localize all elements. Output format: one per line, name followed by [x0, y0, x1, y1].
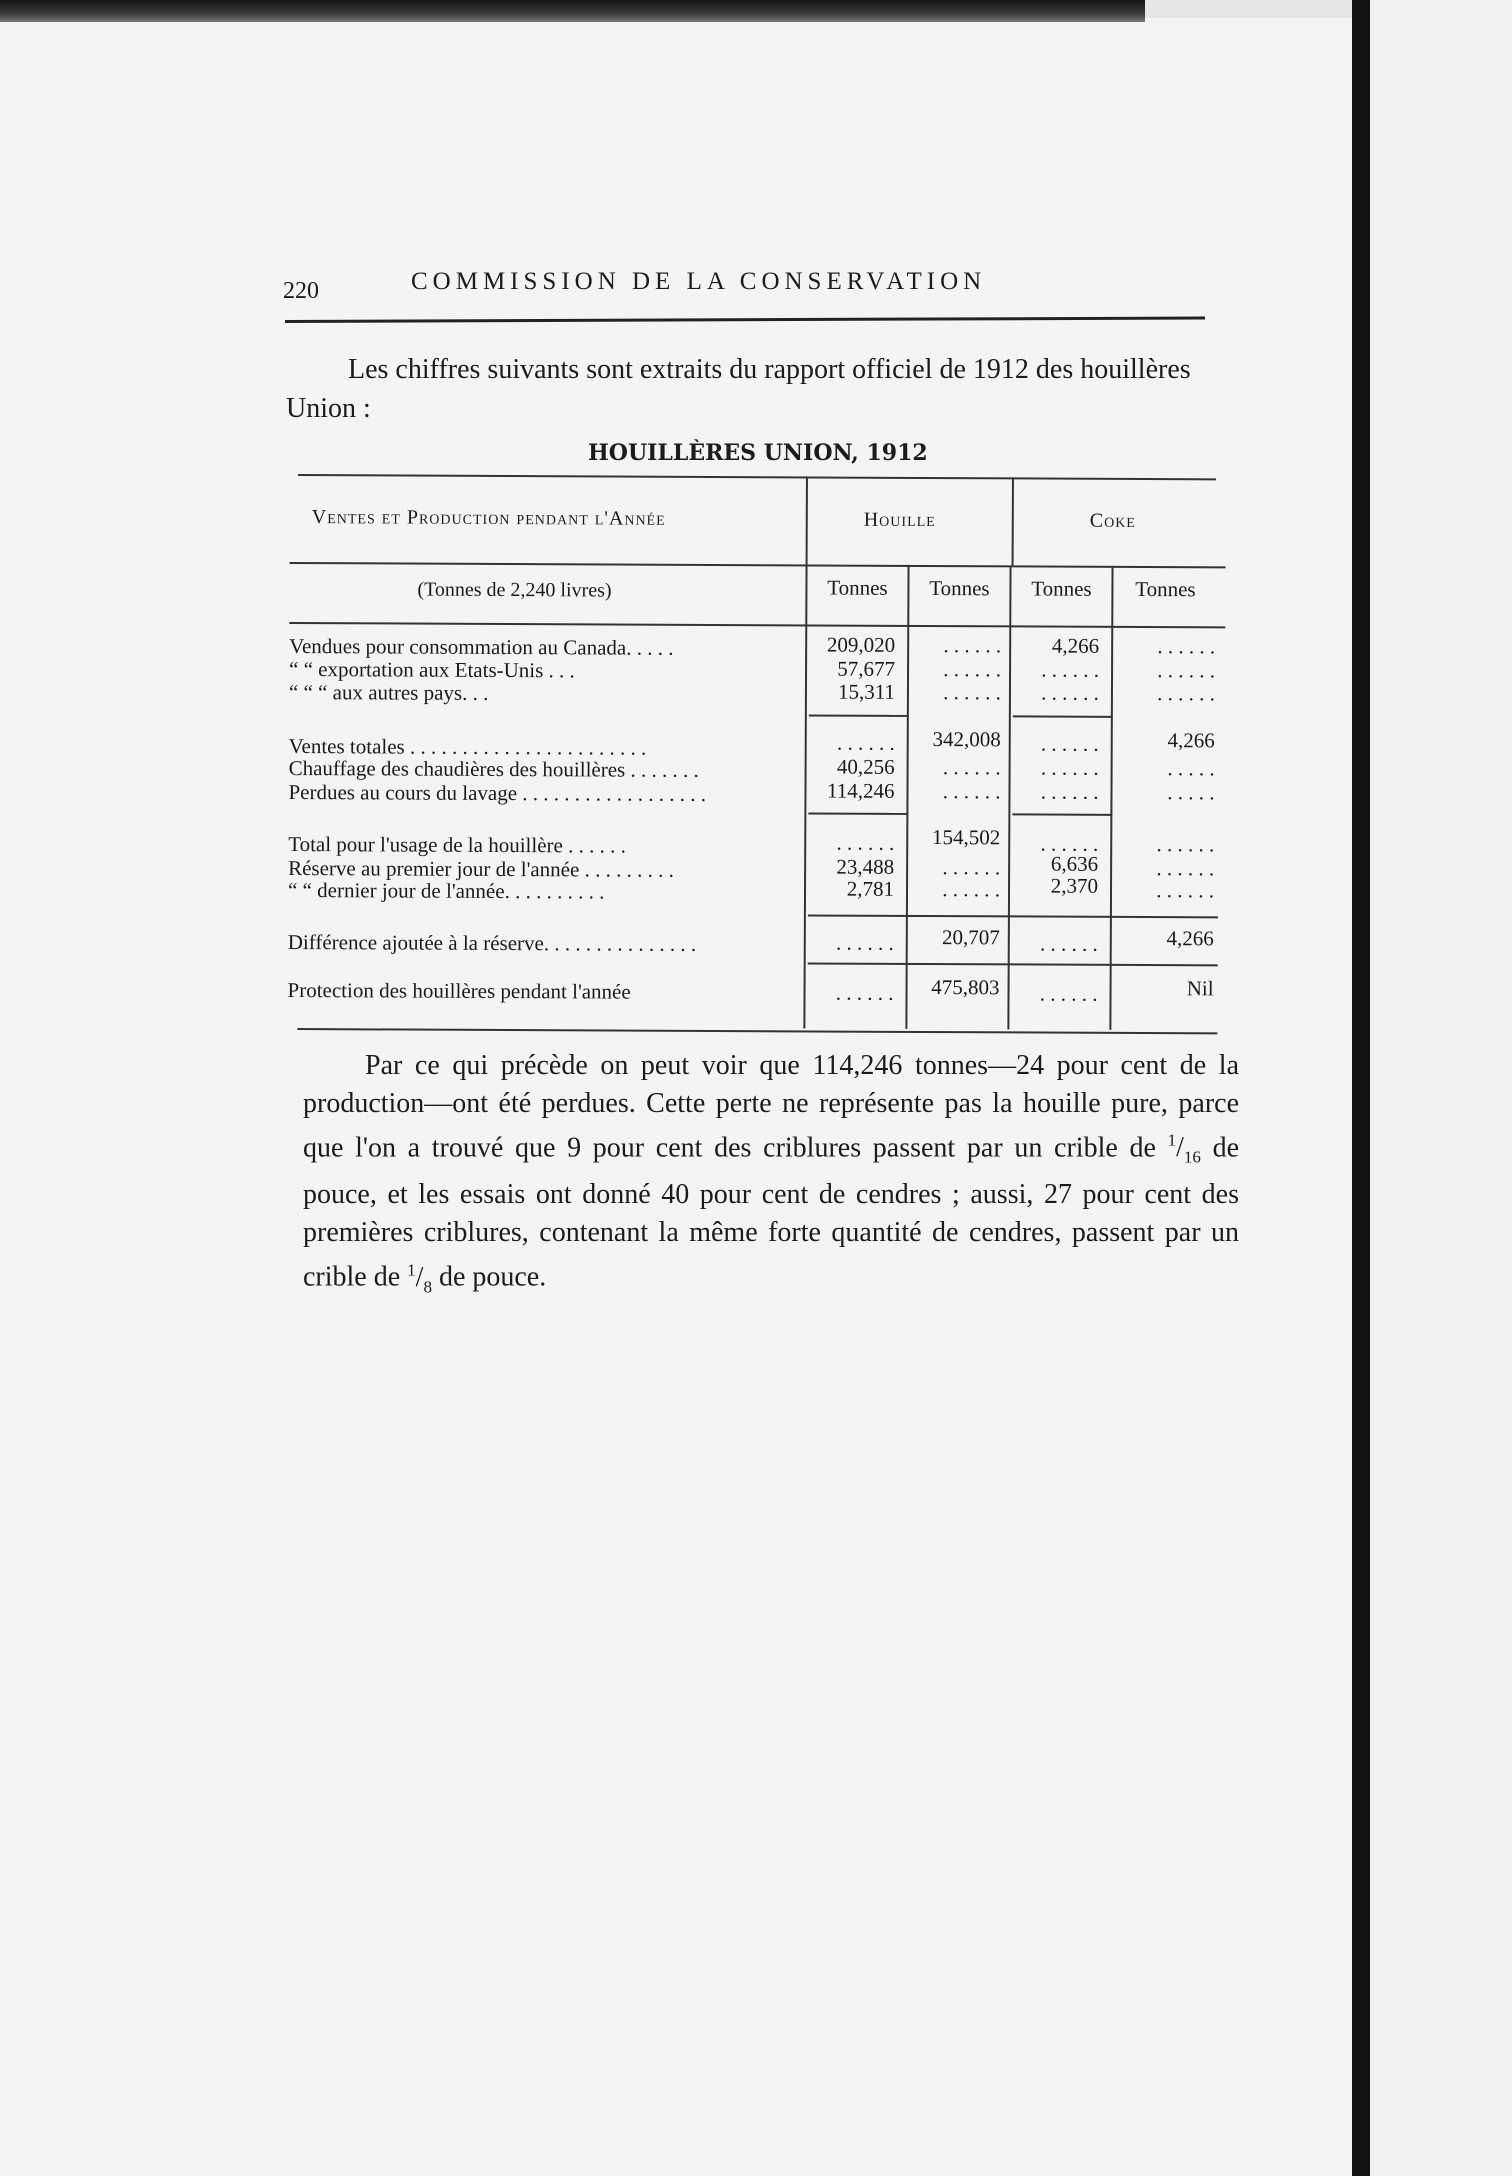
- table-vline-3: [803, 564, 807, 1028]
- cell: . . . . . .: [836, 830, 895, 855]
- cell: 23,488: [836, 854, 895, 879]
- cell: . . . . . .: [835, 930, 894, 955]
- cell: . . . . . .: [1039, 981, 1098, 1006]
- row-label: “ “ dernier jour de l'année. . . . . . . . . .: [287, 877, 605, 904]
- adjacent-page-edge: [1370, 0, 1512, 2176]
- table-vline-6: [1109, 566, 1113, 1030]
- group-header-coke: Coke: [1089, 509, 1136, 532]
- cell: 57,677: [837, 656, 896, 681]
- cell: . . . . . .: [942, 877, 1001, 902]
- table-vline-1: [806, 476, 808, 564]
- cell: . . . . .: [1167, 780, 1215, 805]
- table-vline-2: [1012, 477, 1014, 565]
- running-title: COMMISSION DE LA CONSERVATION: [411, 268, 987, 295]
- cell: Nil: [1186, 976, 1214, 1001]
- cell: 40,256: [836, 754, 895, 779]
- unit-header-2: Tonnes: [929, 576, 990, 601]
- table-rule-bottom: [297, 1028, 1217, 1034]
- cell: . . . . . .: [1041, 680, 1100, 705]
- cell: 2,781: [846, 876, 895, 901]
- cell: . . . . . .: [942, 779, 1001, 804]
- unit-header-1: Tonnes: [827, 575, 888, 600]
- cell: . . . . . .: [942, 855, 1001, 880]
- body-text-3: de pouce.: [431, 1261, 547, 1293]
- row-label: Ventes totales . . . . . . . . . . . . . . . . . . . . . . .: [288, 733, 647, 760]
- table-rule-header: [290, 562, 1226, 568]
- cell: . . . . . .: [1156, 878, 1215, 903]
- cell: 475,803: [931, 975, 1000, 1000]
- table-rule-sub4: [1012, 813, 1112, 815]
- cell: . . . . . .: [1041, 657, 1100, 682]
- group-header-houille: Houille: [863, 508, 936, 532]
- cell: 209,020: [826, 632, 896, 657]
- fraction-one-sixteenth: $^1/_{16}$: [1167, 1131, 1201, 1167]
- cell: . . . . . .: [1040, 731, 1099, 756]
- row-label: Chauffage des chaudières des houillères . . . . . . .: [288, 755, 699, 782]
- cell: 4,266: [1166, 926, 1214, 951]
- cell: 342,008: [932, 727, 1001, 752]
- page-header: [283, 260, 1203, 322]
- cell: . . . . . .: [1040, 779, 1099, 804]
- cell: . . . . . .: [835, 980, 894, 1005]
- cell: 154,502: [931, 825, 1001, 850]
- body-text-2: de pouce, et les essais ont donné 40 pour cent de cendres ; aussi, 27 pour cent des premières criblures, contenant la même forte quantité de cendres, passent par un crible de: [303, 1132, 1239, 1293]
- row-label: Total pour l'usage de la houillère . . . . . .: [288, 831, 626, 858]
- row-label: “ “ exportation aux Etats-Unis . . .: [289, 656, 575, 683]
- row-label: Vendues pour consommation au Canada. . . . .: [289, 633, 674, 660]
- fraction-numerator: 1: [1167, 1131, 1177, 1150]
- cell: . . . . . .: [1039, 931, 1098, 956]
- intro-text: Les chiffres suivants sont extraits du rapport officiel de 1912 des houillères Union :: [286, 354, 1191, 424]
- cell: . . . . . .: [942, 755, 1001, 780]
- unit-header-4: Tonnes: [1135, 576, 1196, 602]
- page-number: 220: [283, 278, 319, 304]
- header-rule: [285, 316, 1205, 323]
- fraction-denominator: 16: [1183, 1147, 1201, 1167]
- cell: . . . . . .: [1157, 634, 1216, 659]
- cell: . . . . . .: [1156, 856, 1215, 881]
- unit-header-3: Tonnes: [1031, 576, 1092, 601]
- row-header: Ventes et Production pendant l'Année: [311, 506, 666, 530]
- cell: 4,266: [1167, 728, 1215, 753]
- row-label: “ “ “ aux autres pays. . .: [288, 679, 489, 705]
- book-binding-gutter: [1352, 0, 1370, 2176]
- row-label: Différence ajoutée à la réserve. . . . . . . . . . . . . . .: [287, 929, 697, 956]
- cell: 20,707: [941, 925, 1000, 950]
- fraction-denominator: 8: [423, 1277, 432, 1297]
- cell: . . . . .: [1167, 756, 1215, 781]
- table-rule-sub2: [1013, 715, 1113, 717]
- cell: 114,246: [826, 778, 895, 803]
- table-rule-sub6: [808, 962, 1218, 966]
- cell: . . . . . .: [836, 730, 895, 755]
- table-rule-top: [298, 474, 1216, 480]
- scan-edge-top: [1145, 0, 1352, 18]
- table-rule-sub5: [808, 914, 1218, 918]
- table-vline-4: [905, 565, 909, 1029]
- fraction-numerator: 1: [407, 1260, 416, 1280]
- table-rule-sub1: [809, 714, 909, 716]
- unit-note: (Tonnes de 2,240 livres): [417, 578, 612, 602]
- cell: . . . . . .: [943, 633, 1002, 658]
- cell: 4,266: [1051, 633, 1100, 658]
- cell: . . . . . .: [943, 657, 1002, 682]
- intro-paragraph: [286, 350, 1226, 428]
- data-table: [287, 470, 1234, 1034]
- body-text-1: Par ce qui précède on peut voir que 114,246 tonnes—24 pour cent de la production—ont été perdues. Cette perte ne représente pas la houille pure, parce que l'on a trouvé que 9 pour cent des criblures passent par un crible de: [303, 1050, 1239, 1164]
- row-label: Protection des houillères pendant l'année: [287, 977, 631, 1004]
- cell: . . . . . .: [1157, 681, 1216, 706]
- cell: 15,311: [837, 679, 896, 704]
- cell: . . . . . .: [943, 680, 1002, 705]
- cell: 6,636: [1050, 851, 1099, 876]
- table-title: HOUILLÈRES UNION, 1912: [588, 440, 928, 466]
- cell: . . . . . .: [1040, 755, 1099, 780]
- table-rule-sub3: [808, 812, 908, 814]
- row-label: Perdues au cours du lavage . . . . . . . . . . . . . . . . . .: [288, 779, 707, 806]
- cell: 2,370: [1050, 873, 1099, 898]
- cell: . . . . . .: [1157, 658, 1216, 683]
- body-paragraph: [303, 1047, 1239, 1306]
- row-label: Réserve au premier jour de l'année . . . . . . . . .: [288, 855, 674, 882]
- cell: . . . . . .: [1156, 832, 1215, 857]
- fraction-one-eighth: $^1/_8$: [407, 1260, 432, 1297]
- table-vline-5: [1007, 565, 1011, 1029]
- cell: . . . . . .: [1040, 831, 1099, 856]
- table-rule-units: [289, 622, 1225, 628]
- scan-shadow-top: [0, 0, 1145, 22]
